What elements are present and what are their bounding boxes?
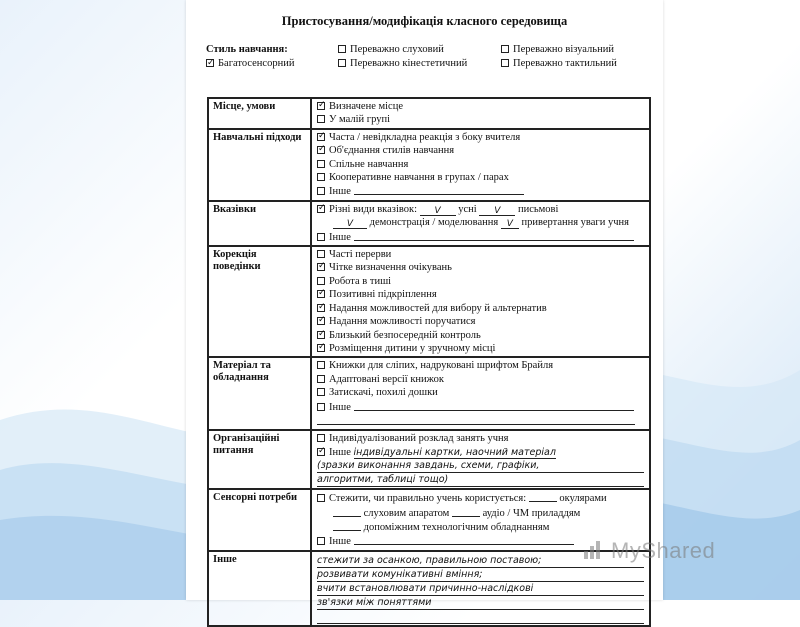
section-label: Сенсорні потреби xyxy=(209,490,312,550)
checkbox-icon[interactable] xyxy=(317,160,325,168)
checkbox-icon[interactable] xyxy=(317,537,325,545)
fill-in-line[interactable] xyxy=(354,184,524,195)
option-label: допоміжним технологічним обладнанням xyxy=(363,521,550,533)
checked-checkbox-icon[interactable] xyxy=(317,146,325,154)
handwritten-note: стежити за осанкою, правильною поставою; xyxy=(317,554,644,568)
handwritten-note: розвивати комунікативні вміння; xyxy=(317,568,644,582)
checked-checkbox-icon[interactable] xyxy=(317,317,325,325)
watermark: MyShared xyxy=(611,538,716,563)
table-row xyxy=(209,99,649,130)
section-label: Інше xyxy=(209,552,312,625)
handwritten-note xyxy=(317,610,644,624)
table-row xyxy=(209,130,649,202)
handwritten-note: індивідуальні картки, наочний матеріал xyxy=(353,446,556,458)
option-label: Близький безпосередній контроль xyxy=(329,329,481,341)
checkbox-icon[interactable] xyxy=(317,173,325,181)
checkbox-icon[interactable] xyxy=(317,233,325,241)
option-label: Інше xyxy=(329,186,351,198)
checkbox-icon[interactable] xyxy=(317,494,325,502)
handwritten-mark: V xyxy=(501,218,519,229)
checkbox-icon[interactable] xyxy=(317,277,325,285)
checkbox-icon[interactable] xyxy=(317,434,325,442)
option-label: Різні види вказівок: xyxy=(329,203,418,215)
handwritten-mark: V xyxy=(479,205,515,216)
option-label: Інше xyxy=(329,446,351,458)
section-label: Організаційні питання xyxy=(209,431,312,488)
document-page xyxy=(186,0,663,608)
checkbox-icon[interactable] xyxy=(317,115,325,123)
checkbox-icon[interactable] xyxy=(317,388,325,396)
fill-in-line[interactable] xyxy=(333,520,361,531)
option-label: Індивідуалізований розклад занять учня xyxy=(329,433,509,445)
checked-checkbox-icon[interactable] xyxy=(317,344,325,352)
checkbox-icon[interactable] xyxy=(501,59,509,67)
fill-in-line[interactable] xyxy=(452,506,480,517)
handwritten-mark: V xyxy=(333,218,367,229)
section-label: Матеріал та обладнання xyxy=(209,358,312,429)
option-label: Книжки для сліпих, надруковані шрифтом Брайля xyxy=(329,360,554,372)
checkbox-icon[interactable] xyxy=(317,187,325,195)
section-label: Місце, умови xyxy=(209,99,312,128)
checked-checkbox-icon[interactable] xyxy=(317,263,325,271)
checkbox-icon[interactable] xyxy=(317,361,325,369)
option-label: Об'єднання стилів навчання xyxy=(329,145,455,157)
section-label: Вказівки xyxy=(209,202,312,245)
option-label: Надання можливості поручатися xyxy=(329,316,476,328)
option-label: Робота в тиші xyxy=(329,275,392,287)
checkbox-icon[interactable] xyxy=(501,45,509,53)
checkbox-icon[interactable] xyxy=(338,59,346,67)
option-label: Надання можливостей для вибору й альтернатив xyxy=(329,302,547,314)
handwritten-note: алгоритми, таблиці тощо) xyxy=(317,473,644,487)
option-label: Затискачі, похилі дошки xyxy=(329,387,438,399)
option-label: аудіо / ЧМ приладдям xyxy=(482,507,581,519)
option-label: Переважно слуховий xyxy=(350,44,444,55)
handwritten-note: (зразки виконання завдань, схеми, графіки, xyxy=(317,459,644,473)
checked-checkbox-icon[interactable] xyxy=(317,133,325,141)
section-label: Навчальні підходи xyxy=(209,130,312,200)
checked-checkbox-icon[interactable] xyxy=(317,290,325,298)
option-label: Кооперативне навчання в групах / парах xyxy=(329,172,509,184)
handwritten-mark: V xyxy=(420,205,456,216)
option-label: Переважно візуальний xyxy=(513,44,614,55)
fill-in-line[interactable] xyxy=(317,414,635,425)
checked-checkbox-icon[interactable] xyxy=(317,448,325,456)
checkbox-icon[interactable] xyxy=(317,375,325,383)
option-label: Спільне навчання xyxy=(329,158,409,170)
fill-in-line[interactable] xyxy=(333,506,361,517)
option-label: привертання уваги учня xyxy=(521,217,629,229)
table-row xyxy=(209,202,649,247)
handwritten-note: вчити встановлювати причинно-наслідкові xyxy=(317,582,644,596)
handwritten-note: зв'язки між поняттями xyxy=(317,596,644,610)
option-label: усні xyxy=(458,203,477,215)
option-label: окулярами xyxy=(559,493,607,505)
option-label: Інше xyxy=(329,231,351,243)
option-label: Позитивні підкріплення xyxy=(329,289,437,301)
option-label: Часта / невідкладна реакція з боку вчителя xyxy=(329,131,521,143)
option-label: Адаптовані версії книжок xyxy=(329,373,445,385)
learning-style-label: Стиль навчання: xyxy=(206,44,288,55)
option-label: Інше xyxy=(329,536,351,548)
option-label: У малій групі xyxy=(329,114,390,126)
checked-checkbox-icon[interactable] xyxy=(206,59,214,67)
learning-style-block xyxy=(206,43,641,71)
checked-checkbox-icon[interactable] xyxy=(317,331,325,339)
option-label: Переважно тактильний xyxy=(513,58,617,69)
checked-checkbox-icon[interactable] xyxy=(317,304,325,312)
fill-in-line[interactable] xyxy=(354,534,574,545)
bar-chart-icon xyxy=(582,537,606,561)
table-row xyxy=(209,552,649,627)
option-label: Інше xyxy=(329,401,351,413)
fill-in-line[interactable] xyxy=(354,400,634,411)
checked-checkbox-icon[interactable] xyxy=(317,205,325,213)
table-row xyxy=(209,247,649,358)
option-label: Переважно кінестетичний xyxy=(350,58,468,69)
fill-in-line[interactable] xyxy=(354,230,634,241)
option-label: демонстрація / моделювання xyxy=(369,217,499,229)
option-label: письмові xyxy=(517,203,559,215)
option-label: Часті перерви xyxy=(329,249,392,261)
option-label: Багатосенсорний xyxy=(218,58,295,69)
checkbox-icon[interactable] xyxy=(317,403,325,411)
table-row xyxy=(209,358,649,431)
fill-in-line[interactable] xyxy=(529,491,557,502)
checked-checkbox-icon[interactable] xyxy=(317,102,325,110)
checkbox-icon[interactable] xyxy=(338,45,346,53)
document-title: Пристосування/модифікація класного середовища xyxy=(281,14,568,28)
option-label: Розміщення дитини у зручному місці xyxy=(329,342,496,354)
section-label: Корекція поведінки xyxy=(209,247,312,356)
option-label: Визначене місце xyxy=(329,101,403,112)
option-label: Чітке визначення очікувань xyxy=(329,262,452,274)
checkbox-icon[interactable] xyxy=(317,250,325,258)
option-label: Стежити, чи правильно учень користується: xyxy=(329,493,527,505)
option-label: слуховим апаратом xyxy=(363,507,450,519)
table-row xyxy=(209,431,649,490)
